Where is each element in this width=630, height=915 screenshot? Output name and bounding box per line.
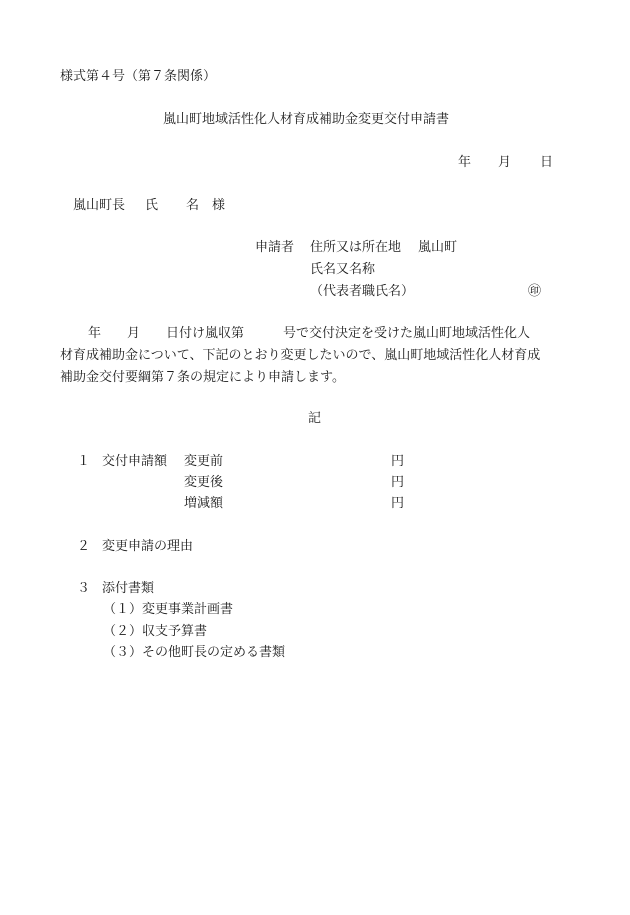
attachment-1: （１）変更事業計画書 — [103, 602, 234, 617]
name-label: 氏名又名称 — [310, 262, 376, 277]
form-number: 様式第４号（第７条関係） — [60, 69, 217, 84]
amount-before-label: 変更前 — [184, 454, 224, 469]
date-day: 日 — [540, 155, 554, 170]
amount-after-label: 変更後 — [184, 475, 224, 490]
addressee-name-1: 氏 — [145, 198, 159, 213]
addressee-name-2: 名 — [186, 198, 200, 213]
amount-before-unit: 円 — [391, 454, 405, 469]
item-3-number: ３ — [77, 581, 91, 596]
body-line-3: 補助金交付要綱第７条の規定により申請します。 — [60, 370, 345, 385]
document-title: 嵐山町地域活性化人材育成補助金変更交付申請書 — [163, 112, 450, 127]
body-line-2: 材育成補助金について、下記のとおり変更したいので、嵐山町地域活性化人材育成 — [60, 348, 541, 363]
item-3-label: 添付書類 — [102, 581, 155, 596]
representative-label: （代表者職氏名） — [310, 284, 415, 299]
item-1-number: １ — [77, 454, 91, 469]
address-label: 住所又は所在地 — [310, 240, 402, 255]
addressee-sama: 様 — [212, 198, 226, 213]
seal-mark: ㊞ — [528, 284, 542, 299]
addressee-office: 嵐山町長 — [73, 198, 126, 213]
body-line-1: 年 月 日付け嵐収第 号で交付決定を受けた嵐山町地域活性化人 — [88, 326, 531, 341]
attachment-3: （３）その他町長の定める書類 — [103, 645, 286, 660]
attachment-2: （２）収支予算書 — [103, 624, 208, 639]
item-1-label: 交付申請額 — [102, 454, 168, 469]
amount-diff-label: 増減額 — [184, 496, 224, 511]
address-value: 嵐山町 — [418, 240, 458, 255]
amount-after-unit: 円 — [391, 475, 405, 490]
item-2-label: 変更申請の理由 — [102, 539, 194, 554]
applicant-label: 申請者 — [255, 240, 295, 255]
body-paragraph — [60, 323, 570, 389]
ki-heading: 記 — [308, 411, 322, 426]
item-2-number: ２ — [77, 539, 91, 554]
amount-diff-unit: 円 — [391, 496, 405, 511]
date-month: 月 — [498, 155, 512, 170]
date-year: 年 — [458, 155, 472, 170]
